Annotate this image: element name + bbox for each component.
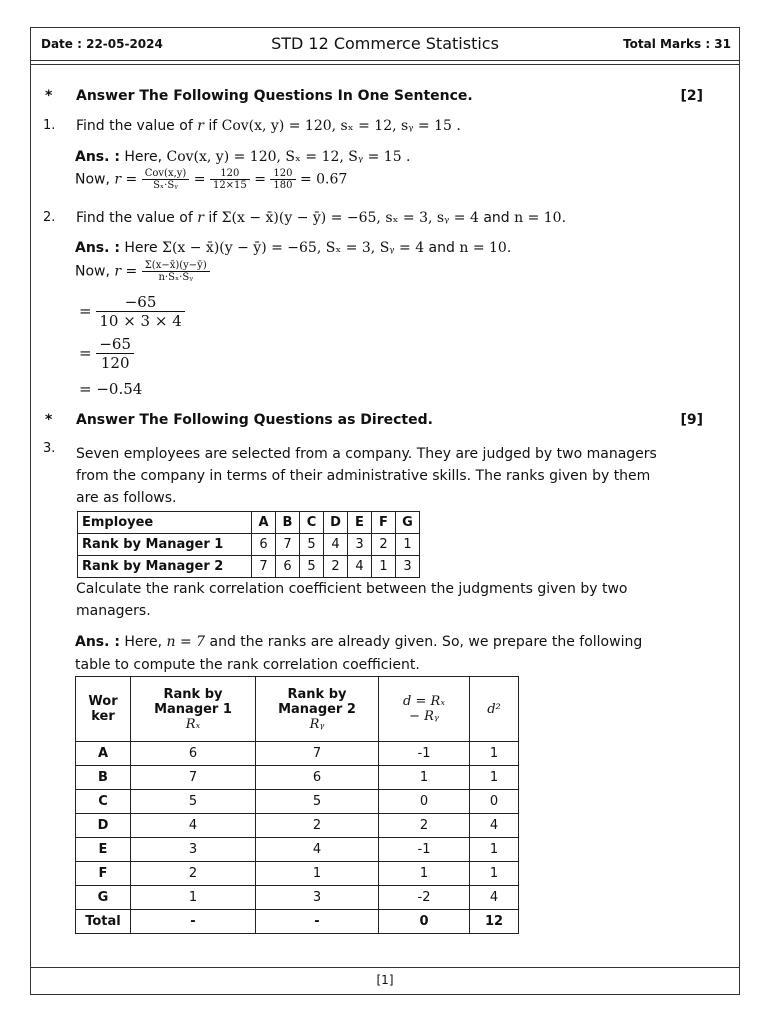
header-worker-line1: Wor — [88, 694, 118, 709]
q1-ans-label: Ans. : — [75, 149, 120, 165]
table-row — [76, 814, 519, 838]
table-cell: 3 — [256, 886, 379, 910]
footer-divider — [31, 967, 739, 968]
table-cell: 0 — [470, 790, 519, 814]
q2-ans-label: Ans. : — [75, 240, 120, 256]
table-row — [76, 886, 519, 910]
calc-table-header — [76, 677, 519, 742]
q2-step1-num: −65 — [96, 293, 184, 312]
q2-r-eq: r = — [114, 263, 138, 280]
worker-cell: B — [76, 766, 131, 790]
header-rank-manager1 — [131, 677, 256, 742]
q1-formula — [75, 168, 347, 191]
q1-frac-simplified — [270, 168, 295, 191]
q1-text: Find the value of — [76, 118, 198, 134]
q1-frac-formula — [142, 168, 190, 191]
header-r2-symbol: Rᵧ — [309, 716, 325, 732]
table-cell: 3 — [396, 556, 420, 578]
q1-question — [76, 118, 461, 134]
table-cell: 4 — [256, 838, 379, 862]
header-d-squared — [470, 677, 519, 742]
page-number: [1] — [376, 973, 394, 987]
q3-ans-n: n = 7 — [166, 634, 206, 650]
total-row — [76, 910, 519, 934]
q1-frac3-den: 180 — [273, 180, 293, 191]
total-marks: Total Marks : 31 — [623, 37, 731, 51]
table-cell: 4 — [470, 814, 519, 838]
table-row — [76, 838, 519, 862]
table-cell: 7 — [276, 534, 300, 556]
q2-question — [76, 210, 566, 226]
q1-frac1-num: Cov(x,y) — [142, 168, 190, 180]
header-d — [379, 677, 470, 742]
header-rank-manager2 — [256, 677, 379, 742]
table-cell: 1 — [396, 534, 420, 556]
total-d: 0 — [379, 910, 470, 934]
q3-ans-label: Ans. : — [75, 634, 120, 650]
worker-cell: G — [76, 886, 131, 910]
rank-header-cell: F — [372, 512, 396, 534]
q1-ans-here: Here, — [119, 149, 167, 165]
rank-header-cell: D — [324, 512, 348, 534]
q1-eq2: = — [254, 171, 266, 188]
row-label: Rank by Manager 2 — [78, 556, 252, 578]
table-cell: 1 — [470, 862, 519, 886]
table-row — [76, 742, 519, 766]
q2-ans-and: and — [424, 240, 460, 256]
table-cell: 5 — [300, 534, 324, 556]
table-cell: 2 — [324, 556, 348, 578]
rank-table — [77, 511, 420, 578]
q2-ans-here: Here — [119, 240, 163, 256]
q2-now: Now, — [75, 263, 115, 280]
q1-frac3-num: 120 — [270, 168, 295, 180]
q2-ans-expr: Σ(x − x̄)(y − ȳ) = −65, Sₓ = 3, Sᵧ = 4 — [162, 240, 425, 256]
q3-text-line3: are as follows. — [76, 490, 177, 506]
q2-expr: Σ(x − x̄)(y − ȳ) = −65, sₓ = 3, sᵧ = 4 — [221, 210, 479, 226]
q2-step2-eq: = — [79, 344, 92, 362]
q2-var: r — [197, 210, 204, 226]
table-cell: -1 — [379, 838, 470, 862]
q1-result: = 0.67 — [299, 171, 348, 188]
table-cell: 5 — [256, 790, 379, 814]
rank-header-cell: B — [276, 512, 300, 534]
q2-frac1-num: Σ(x−x̄)(y−ȳ) — [142, 260, 210, 272]
q2-if: if — [203, 210, 222, 226]
table-cell: 1 — [379, 766, 470, 790]
q3-calc-line1: Calculate the rank correlation coefficient between the judgments given by two — [76, 581, 628, 597]
q2-result: = −0.54 — [79, 380, 143, 398]
table-cell: 7 — [131, 766, 256, 790]
q2-step2-frac — [96, 335, 134, 372]
table-row — [76, 862, 519, 886]
rank-header-cell: Employee — [78, 512, 252, 534]
total-label: Total — [76, 910, 131, 934]
header-d2-symbol: d² — [487, 701, 501, 717]
table-cell: 6 — [276, 556, 300, 578]
q1-frac2-num: 120 — [210, 168, 250, 180]
rank-header-cell: G — [396, 512, 420, 534]
q1-frac2-den: 12×15 — [212, 180, 247, 191]
table-cell: 7 — [256, 742, 379, 766]
q2-step1 — [79, 293, 185, 330]
table-cell: 4 — [131, 814, 256, 838]
table-cell: -1 — [379, 742, 470, 766]
rank-header-cell: A — [252, 512, 276, 534]
worker-cell: A — [76, 742, 131, 766]
q3-instruction — [76, 578, 627, 622]
q1-frac1-den: Sₓ·Sᵧ — [153, 180, 178, 191]
header-worker — [76, 677, 131, 742]
table-cell: 1 — [470, 766, 519, 790]
table-cell: -2 — [379, 886, 470, 910]
q2-and: and — [478, 210, 515, 226]
q2-frac1-den: n·Sₓ·Sᵧ — [158, 272, 193, 283]
table-cell: 7 — [252, 556, 276, 578]
worker-cell: D — [76, 814, 131, 838]
q1-frac-values — [210, 168, 250, 191]
q3-calc-line2: managers. — [76, 603, 151, 619]
rank-header-cell: C — [300, 512, 324, 534]
table-row — [76, 766, 519, 790]
q2-n: n = 10. — [514, 210, 567, 226]
section-b-heading: Answer The Following Questions as Directed. — [76, 412, 433, 428]
header-divider — [31, 64, 739, 65]
table-cell: 1 — [379, 862, 470, 886]
worker-cell: C — [76, 790, 131, 814]
table-cell: 5 — [131, 790, 256, 814]
table-row — [76, 790, 519, 814]
q2-formula — [75, 260, 210, 283]
header-worker-line2: ker — [91, 709, 115, 724]
section-a-bullet: * — [45, 88, 53, 104]
worker-cell: F — [76, 862, 131, 886]
q1-answer-line — [75, 149, 411, 165]
q2-step1-den: 10 × 3 × 4 — [99, 312, 182, 330]
q1-expr: Cov(x, y) = 120, sₓ = 12, sᵧ = 15 . — [221, 118, 461, 134]
page-title: STD 12 Commerce Statistics — [271, 34, 499, 53]
total-cell: - — [131, 910, 256, 934]
table-cell: 6 — [256, 766, 379, 790]
table-cell: 3 — [131, 838, 256, 862]
q1-number: 1. — [43, 118, 56, 133]
total-cell: - — [256, 910, 379, 934]
table-cell: 1 — [372, 556, 396, 578]
q1-ans-expr: Cov(x, y) = 120, Sₓ = 12, Sᵧ = 15 . — [166, 149, 411, 165]
table-cell: 0 — [379, 790, 470, 814]
q3-question — [76, 443, 657, 509]
header-r1-line2: Manager 1 — [154, 701, 232, 717]
table-cell: 5 — [300, 556, 324, 578]
header-r2-line1: Rank by — [287, 686, 347, 702]
header-d-line2: − Rᵧ — [409, 709, 439, 724]
q2-number: 2. — [43, 210, 56, 225]
table-cell: 4 — [324, 534, 348, 556]
table-cell: 4 — [470, 886, 519, 910]
rank-table-header — [78, 512, 420, 534]
q2-frac-formula — [142, 260, 210, 283]
header-d-line1: d = Rₓ — [403, 694, 445, 709]
header-r1-line1: Rank by — [163, 686, 223, 702]
q1-now: Now, — [75, 171, 115, 188]
q1-r-eq: r = — [114, 171, 138, 188]
table-cell: 1 — [470, 742, 519, 766]
calculation-table — [75, 676, 519, 934]
table-cell: 6 — [131, 742, 256, 766]
table-row — [78, 556, 420, 578]
table-cell: 2 — [379, 814, 470, 838]
q2-step2-num: −65 — [96, 335, 134, 354]
page-header — [31, 28, 739, 61]
worker-cell: E — [76, 838, 131, 862]
total-d-squared: 12 — [470, 910, 519, 934]
q3-text-line1: Seven employees are selected from a company. They are judged by two managers — [76, 446, 657, 462]
q3-answer-line1 — [75, 631, 642, 654]
row-label: Rank by Manager 1 — [78, 534, 252, 556]
q2-step1-frac — [96, 293, 184, 330]
q2-ans-n: n = 10. — [459, 240, 512, 256]
table-cell: 1 — [470, 838, 519, 862]
header-r1-symbol: Rₓ — [185, 716, 201, 732]
table-cell: 4 — [348, 556, 372, 578]
q3-ans-text1: and the ranks are already given. So, we prepare the following — [205, 634, 643, 650]
q3-answer — [75, 631, 642, 677]
section-a-heading: Answer The Following Questions In One Sentence. — [76, 88, 473, 104]
q2-step2 — [79, 335, 134, 372]
q1-eq1: = — [193, 171, 206, 188]
table-row — [78, 534, 420, 556]
q3-ans-text2: table to compute the rank correlation coefficient. — [75, 657, 420, 673]
table-cell: 3 — [348, 534, 372, 556]
table-cell: 6 — [252, 534, 276, 556]
table-cell: 1 — [256, 862, 379, 886]
table-cell: 1 — [131, 886, 256, 910]
header-r2-line2: Manager 2 — [278, 701, 356, 717]
q1-var: r — [197, 118, 204, 134]
section-b-marks: [9] — [680, 412, 703, 428]
q2-text: Find the value of — [76, 210, 198, 226]
section-a-marks: [2] — [680, 88, 703, 104]
q2-step1-eq: = — [79, 302, 92, 320]
q3-number: 3. — [43, 441, 56, 456]
rank-header-cell: E — [348, 512, 372, 534]
exam-date: Date : 22-05-2024 — [41, 37, 163, 51]
q1-if: if — [203, 118, 222, 134]
q2-step2-den: 120 — [100, 354, 130, 372]
q2-answer-line — [75, 240, 511, 256]
table-cell: 2 — [131, 862, 256, 886]
page-frame — [30, 27, 740, 995]
table-cell: 2 — [256, 814, 379, 838]
section-b-bullet: * — [45, 412, 53, 428]
q3-text-line2: from the company in terms of their administrative skills. The ranks given by them — [76, 468, 651, 484]
q3-ans-here: Here, — [119, 634, 167, 650]
table-cell: 2 — [372, 534, 396, 556]
